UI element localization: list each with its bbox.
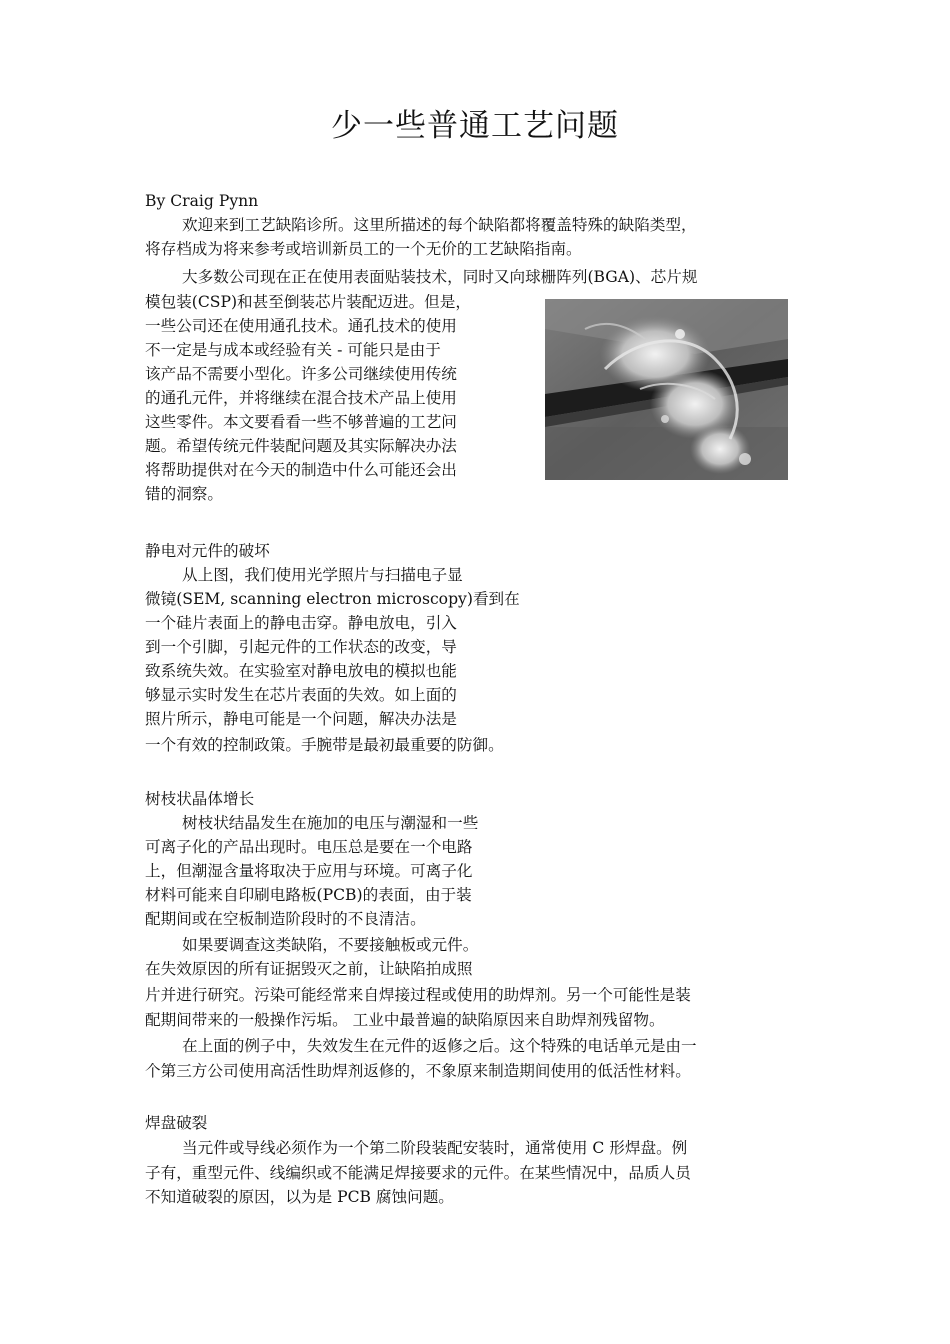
intro-p2-line: 大多数公司现在正在使用表面贴装技术，同时又向球栅阵列(BGA)、芯片规 (182, 268, 698, 286)
section1-line: 到一个引脚，引起元件的工作状态的改变，导 (145, 638, 457, 656)
section2-p2-line: 在失效原因的所有证据毁灭之前，让缺陷拍成照 (145, 960, 473, 978)
intro-p2-line: 模包装(CSP)和甚至倒装芯片装配迈进。但是， (145, 293, 471, 311)
intro-p2-line: 题。希望传统元件装配问题及其实际解决办法 (145, 437, 457, 455)
intro-p2-line: 这些零件。本文要看看一些不够普遍的工艺问 (145, 413, 457, 431)
section1-line: 从上图，我们使用光学照片与扫描电子显 (182, 566, 463, 584)
intro-p2-line: 错的洞察。 (145, 485, 223, 503)
section2-p1-line: 树枝状结晶发生在施加的电压与潮湿和一些 (182, 814, 479, 832)
section3-line: 不知道破裂的原因，以为是 PCB 腐蚀问题。 (145, 1188, 454, 1206)
section2-p1-line: 配期间或在空板制造阶段时的不良清洁。 (145, 910, 426, 928)
sem-photo-image (545, 299, 788, 480)
section1-line: 致系统失效。在实验室对静电放电的模拟也能 (145, 662, 457, 680)
section2-p1-line: 材料可能来自印刷电路板(PCB)的表面，由于装 (145, 886, 472, 904)
section3-line: 子有，重型元件、线编织或不能满足焊接要求的元件。在某些情况中，品质人员 (145, 1164, 691, 1182)
intro-p1-line: 将存档成为将来参考或培训新员工的一个无价的工艺缺陷指南。 (145, 240, 582, 258)
section1-line: 微镜(SEM, scanning electron microscopy)看到在 (145, 590, 520, 608)
intro-p2-line: 不一定是与成本或经验有关 - 可能只是由于 (145, 341, 441, 359)
author-byline: By Craig Pynn (145, 192, 259, 210)
section-heading-esd: 静电对元件的破坏 (145, 542, 270, 560)
document-title: 少一些普通工艺问题 (331, 108, 619, 144)
intro-p1-line: 欢迎来到工艺缺陷诊所。这里所描述的每个缺陷都将覆盖特殊的缺陷类型， (182, 216, 697, 234)
section2-p2-line: 如果要调查这类缺陷，不要接触板或元件。 (182, 936, 479, 954)
section-heading-dendrite: 树枝状晶体增长 (145, 790, 255, 808)
intro-p2-line: 将帮助提供对在今天的制造中什么可能还会出 (145, 461, 457, 479)
section-heading-pad-crack: 焊盘破裂 (145, 1114, 208, 1132)
intro-p2-line: 一些公司还在使用通孔技术。通孔技术的使用 (145, 317, 457, 335)
section1-line: 够显示实时发生在芯片表面的失效。如上面的 (145, 686, 457, 704)
section2-p1-line: 上，但潮湿含量将取决于应用与环境。可离子化 (145, 862, 473, 880)
section2-p1-line: 可离子化的产品出现时。电压总是要在一个电路 (145, 838, 473, 856)
section1-line: 一个有效的控制政策。手腕带是最初最重要的防御。 (145, 736, 504, 754)
section2-p3-line: 个第三方公司使用高活性助焊剂返修的，不象原来制造期间使用的低活性材料。 (145, 1062, 691, 1080)
section2-p2-line: 配期间带来的一般操作污垢。 工业中最普遍的缺陷原因来自助焊剂残留物。 (145, 1011, 665, 1029)
section1-line: 一个硅片表面上的静电击穿。静电放电，引入 (145, 614, 457, 632)
section2-p3-line: 在上面的例子中，失效发生在元件的返修之后。这个特殊的电话单元是由一 (182, 1037, 697, 1055)
sem-photo (545, 299, 788, 480)
intro-p2-line: 该产品不需要小型化。许多公司继续使用传统 (145, 365, 457, 383)
intro-p2-line: 的通孔元件，并将继续在混合技术产品上使用 (145, 389, 457, 407)
section3-line: 当元件或导线必须作为一个第二阶段装配安装时，通常使用 C 形焊盘。例 (182, 1139, 688, 1157)
section1-line: 照片所示，静电可能是一个问题，解决办法是 (145, 710, 457, 728)
section2-p2-line: 片并进行研究。污染可能经常来自焊接过程或使用的助焊剂。另一个可能性是装 (145, 986, 691, 1004)
